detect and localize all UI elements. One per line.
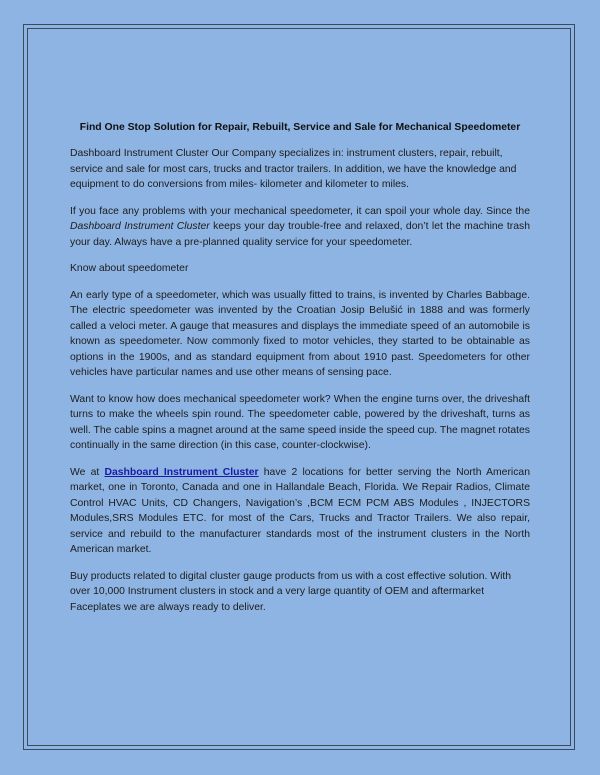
paragraph-buy: Buy products related to digital cluster gauge products from us with a cost effective solution. With over 10,000 Instrument clusters in stock and a very large quantity of OEM and aftermarket Faceplates we are always ready to deliver. [70,570,512,613]
paragraph-locations-text-1: We at [70,466,105,478]
document-body [70,121,530,626]
emphasized-company-name: Dashboard Instrument Cluster [70,221,210,232]
dashboard-instrument-cluster-link[interactable]: Dashboard Instrument Cluster [104,466,259,478]
paragraph-problems-text-2: keeps your day trouble-free and relaxed, don’t let the machine trash your day. Always have a pre-planned quality service for your speedometer. [70,221,530,248]
section-heading-know: Know about speedometer [70,263,189,274]
paragraph-problems [70,204,530,251]
document-title: Find One Stop Solution for Repair, Rebuilt, Service and Sale for Mechanical Speedometer [79,122,521,133]
paragraph-locations-text-2: have 2 locations for better serving the North American market, one in Toronto, Canada and one in Hallandale Beach, Florida. We Repair Radios, Climate Control HVAC Units, CD Changers, Navigation’s ,BCM ECM PCM ABS Modules , INJECTORS Modules,SRS Modules ETC. for most of the Cars, Trucks and Tractor Trailers. We also repair, service and rebuild to the manufacturer standards most of the instrument clusters in the North American market. [70,466,530,555]
paragraph-history: An early type of a speedometer, which was usually fitted to trains, is invented by Charles Babbage. The electric speedometer was invented by the Croatian Josip Belušić in 1888 and was formerly called a veloci meter. A gauge that measures and displays the immediate speed of an automobile is known as speedometer. Now commonly fixed to motor vehicles, they started to be obtainable as options in the 1900s, and as standard equipment from about 1910 past. Speedometers for other vehicles have particular names and use other means of sensing pace. [70,289,530,378]
paragraph-locations [70,465,530,558]
paragraph-problems-text-1: If you face any problems with your mechanical speedometer, it can spoil your whole day. Since the [70,205,530,217]
paragraph-intro: Dashboard Instrument Cluster Our Company specializes in: instrument clusters, repair, rebuilt, service and sale for most cars, trucks and tractor trailers. In addition, we have the knowledge and equipment to do conversions from miles- kilometer and kilometer to miles. [70,148,517,190]
paragraph-how-it-works: Want to know how does mechanical speedometer work? When the engine turns over, the driveshaft turns to make the wheels spin round. The speedometer cable, powered by the driveshaft, turns as well. The cable spins a magnet around at the same speed inside the speed cup. The magnet rotates continually in the same direction (in this case, counter-clockwise). [70,393,530,451]
